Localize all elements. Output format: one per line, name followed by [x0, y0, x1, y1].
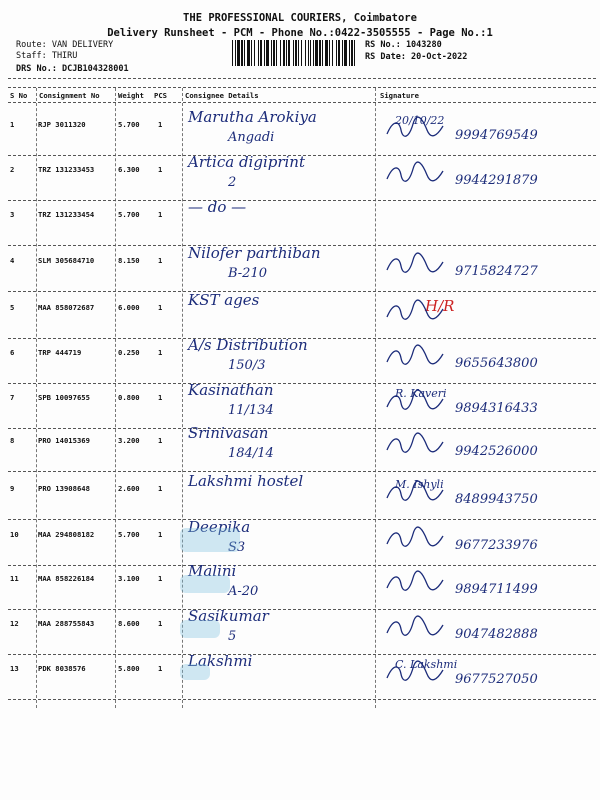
signature-scribble: [385, 252, 445, 276]
barcode-bar: [315, 40, 318, 66]
header-divider: [8, 87, 596, 88]
barcode-bar: [241, 40, 243, 66]
row-consignment: SPB 10097655: [38, 393, 90, 402]
consignee-name: A/s Distribution: [188, 336, 308, 354]
col-sno: S No: [10, 91, 28, 100]
barcode-bar: [310, 40, 311, 66]
row-sno: 3: [10, 210, 15, 219]
row-sno: 12: [10, 619, 19, 628]
row-consignment: PRO 14015369: [38, 436, 90, 445]
recipient-phone: 9944291879: [455, 173, 538, 188]
row-sno: 7: [10, 393, 15, 402]
row-weight: 0.250: [118, 348, 140, 357]
row-consignment: SLM 305684710: [38, 256, 95, 265]
row-weight: 8.150: [118, 256, 140, 265]
row-divider: [8, 519, 596, 520]
signature-scribble: [385, 161, 445, 185]
row-divider: [8, 291, 596, 292]
barcode-bar: [308, 40, 309, 66]
row-sno: 11: [10, 574, 19, 583]
consignee-address: A-20: [228, 584, 259, 599]
consignee-address: Angadi: [228, 130, 275, 145]
row-sno: 10: [10, 530, 19, 539]
redaction-blur: [180, 620, 220, 638]
barcode-bar: [280, 40, 281, 66]
row-pcs: 1: [158, 120, 163, 129]
barcode-bar: [260, 40, 262, 66]
row-divider: [8, 565, 596, 566]
barcode-bar: [329, 40, 330, 66]
signature-stroke: [387, 616, 443, 635]
row-sno: 13: [10, 664, 19, 673]
barcode-bar: [254, 40, 255, 66]
column-line: [182, 88, 183, 708]
signature-stroke: [387, 345, 443, 364]
signature-scribble: [385, 299, 445, 323]
col-weight: Weight: [118, 91, 144, 100]
recipient-phone: 8489943750: [455, 492, 538, 507]
signature-scribble: [385, 116, 445, 140]
consignee-name: — do —: [188, 198, 247, 216]
row-divider: [8, 200, 596, 201]
barcode-bar: [237, 40, 240, 66]
signature-scribble: [385, 432, 445, 456]
row-weight: 5.800: [118, 664, 140, 673]
row-divider: [8, 609, 596, 610]
signature-scribble: [385, 526, 445, 550]
row-sno: 1: [10, 120, 15, 129]
column-line: [115, 88, 116, 708]
consignee-name: Artica digiprint: [188, 153, 305, 171]
consignee-name: Malini: [188, 562, 237, 580]
barcode-bar: [235, 40, 236, 66]
row-consignment: TRP 444719: [38, 348, 82, 357]
row-sno: 9: [10, 484, 15, 493]
row-divider: [8, 654, 596, 655]
row-consignment: PDK 8038576: [38, 664, 86, 673]
row-pcs: 1: [158, 303, 163, 312]
recipient-phone: 9894711499: [455, 582, 538, 597]
row-consignment: MAA 858226184: [38, 574, 95, 583]
row-divider: [8, 383, 596, 384]
row-sno: 2: [10, 165, 15, 174]
barcode-bar: [232, 40, 233, 66]
redaction-blur: [180, 575, 230, 593]
signature-stroke: [387, 527, 443, 546]
barcode-bar: [301, 40, 302, 66]
row-pcs: 1: [158, 484, 163, 493]
row-sno: 6: [10, 348, 15, 357]
recipient-phone: 9894316433: [455, 401, 538, 416]
redaction-blur: [180, 528, 240, 552]
row-sno: 8: [10, 436, 15, 445]
recipient-phone: 9677527050: [455, 672, 538, 687]
barcode-bar: [247, 40, 250, 66]
row-weight: 8.600: [118, 619, 140, 628]
barcode-bar: [354, 40, 355, 66]
row-weight: 6.300: [118, 165, 140, 174]
header-divider: [8, 102, 596, 103]
barcode-bar: [293, 40, 294, 66]
row-weight: 5.700: [118, 530, 140, 539]
consignee-name: Srinivasan: [188, 424, 269, 442]
route-label: Route: VAN DELIVERY: [16, 40, 114, 50]
barcode-bar: [295, 40, 297, 66]
row-consignment: MAA 294808182: [38, 530, 95, 539]
barcode-bar: [266, 40, 269, 66]
row-weight: 3.200: [118, 436, 140, 445]
rs-date: RS Date: 20-Oct-2022: [365, 52, 468, 62]
barcode-bar: [288, 40, 290, 66]
staff-label: Staff: THIRU: [16, 51, 78, 61]
barcode-bar: [344, 40, 347, 66]
row-weight: 5.700: [118, 210, 140, 219]
consignee-name: Lakshmi hostel: [188, 472, 304, 490]
col-pcs: PCS: [154, 91, 167, 100]
signature-stroke: [387, 117, 443, 136]
row-consignment: PRO 13908648: [38, 484, 90, 493]
row-divider: [8, 428, 596, 429]
recipient-phone: 9655643800: [455, 356, 538, 371]
row-pcs: 1: [158, 574, 163, 583]
consignee-address: 11/134: [228, 403, 274, 418]
barcode-bar: [264, 40, 265, 66]
row-weight: 5.700: [118, 120, 140, 129]
row-weight: 3.100: [118, 574, 140, 583]
signature-stroke: [387, 300, 443, 319]
signature-note: C. Lakshmi: [395, 658, 458, 671]
consignee-name: Marutha Arokiya: [188, 108, 317, 126]
col-consignee: Consignee Details: [185, 91, 259, 100]
row-pcs: 1: [158, 530, 163, 539]
barcode-bar: [271, 40, 272, 66]
row-weight: 2.600: [118, 484, 140, 493]
row-pcs: 1: [158, 256, 163, 265]
signature-stroke: [387, 253, 443, 272]
barcode-bar: [251, 40, 252, 66]
recipient-phone: 9994769549: [455, 128, 538, 143]
row-divider: [8, 699, 596, 700]
consignee-name: KST ages: [188, 291, 260, 309]
barcode-bar: [332, 40, 333, 66]
barcode-bar: [325, 40, 328, 66]
signature-stroke: [387, 661, 443, 680]
barcode-bar: [273, 40, 275, 66]
signature-note: H/R: [425, 297, 455, 315]
row-pcs: 1: [158, 619, 163, 628]
signature-stroke: [387, 162, 443, 181]
row-weight: 0.800: [118, 393, 140, 402]
barcode-bar: [342, 40, 343, 66]
consignee-address: S3: [228, 540, 246, 555]
barcode-bar: [283, 40, 285, 66]
column-line: [375, 88, 376, 708]
signature-note: M. Ishyli: [395, 478, 444, 491]
runsheet-subtitle: Delivery Runsheet - PCM - Phone No.:0422-3505555 - Page No.:1: [107, 27, 493, 39]
recipient-phone: 9677233976: [455, 538, 538, 553]
row-pcs: 1: [158, 165, 163, 174]
barcode-bar: [313, 40, 314, 66]
drs-number: DRS No.: DCJB104328001: [16, 64, 129, 74]
recipient-phone: 9942526000: [455, 444, 538, 459]
consignee-address: 2: [228, 175, 237, 190]
row-consignment: MAA 288755843: [38, 619, 95, 628]
barcode-bar: [336, 40, 337, 66]
row-consignment: RJP 3011320: [38, 120, 86, 129]
signature-stroke: [387, 433, 443, 452]
row-pcs: 1: [158, 210, 163, 219]
signature-scribble: [385, 344, 445, 368]
row-consignment: MAA 858072687: [38, 303, 95, 312]
row-pcs: 1: [158, 436, 163, 445]
row-consignment: TRZ 131233454: [38, 210, 95, 219]
row-sno: 4: [10, 256, 15, 265]
barcode-bar: [338, 40, 340, 66]
consignee-name: Sasikumar: [188, 607, 269, 625]
barcode-bar: [322, 40, 323, 66]
consignee-name: Lakshmi: [188, 652, 253, 670]
consignee-address: 150/3: [228, 358, 266, 373]
barcode-bar: [305, 40, 306, 66]
signature-note: R. Kaveri: [395, 387, 447, 400]
signature-scribble: [385, 480, 445, 504]
col-signature: Signature: [380, 91, 419, 100]
consignee-address: 5: [228, 629, 237, 644]
header-divider: [8, 78, 596, 79]
barcode-bar: [258, 40, 259, 66]
signature-stroke: [387, 481, 443, 500]
row-weight: 6.000: [118, 303, 140, 312]
signature-scribble: [385, 615, 445, 639]
barcode-bar: [276, 40, 277, 66]
consignee-name: Nilofer parthiban: [188, 244, 321, 262]
barcode-bar: [286, 40, 287, 66]
consignee-name: Deepika: [188, 518, 251, 536]
row-pcs: 1: [158, 664, 163, 673]
barcode-bar: [244, 40, 245, 66]
recipient-phone: 9047482888: [455, 627, 538, 642]
barcode-bar: [349, 40, 350, 66]
signature-stroke: [387, 390, 443, 409]
signature-scribble: [385, 570, 445, 594]
company-title: THE PROFESSIONAL COURIERS, Coimbatore: [183, 12, 417, 24]
recipient-phone: 9715824727: [455, 264, 538, 279]
signature-note: 20/10/22: [395, 114, 445, 127]
rs-number: RS No.: 1043280: [365, 40, 442, 50]
barcode-bar: [298, 40, 299, 66]
signature-scribble: [385, 660, 445, 684]
row-consignment: TRZ 131233453: [38, 165, 95, 174]
consignee-address: B-210: [228, 266, 267, 281]
barcode-bar: [351, 40, 353, 66]
row-sno: 5: [10, 303, 15, 312]
redaction-blur: [180, 664, 210, 680]
row-pcs: 1: [158, 393, 163, 402]
row-pcs: 1: [158, 348, 163, 357]
signature-scribble: [385, 389, 445, 413]
signature-stroke: [387, 571, 443, 590]
column-line: [36, 88, 37, 708]
barcode-image: [232, 40, 358, 66]
consignee-address: 184/14: [228, 446, 274, 461]
consignee-name: Kasinathan: [188, 381, 274, 399]
barcode-bar: [319, 40, 321, 66]
col-consignment: Consignment No: [39, 91, 100, 100]
